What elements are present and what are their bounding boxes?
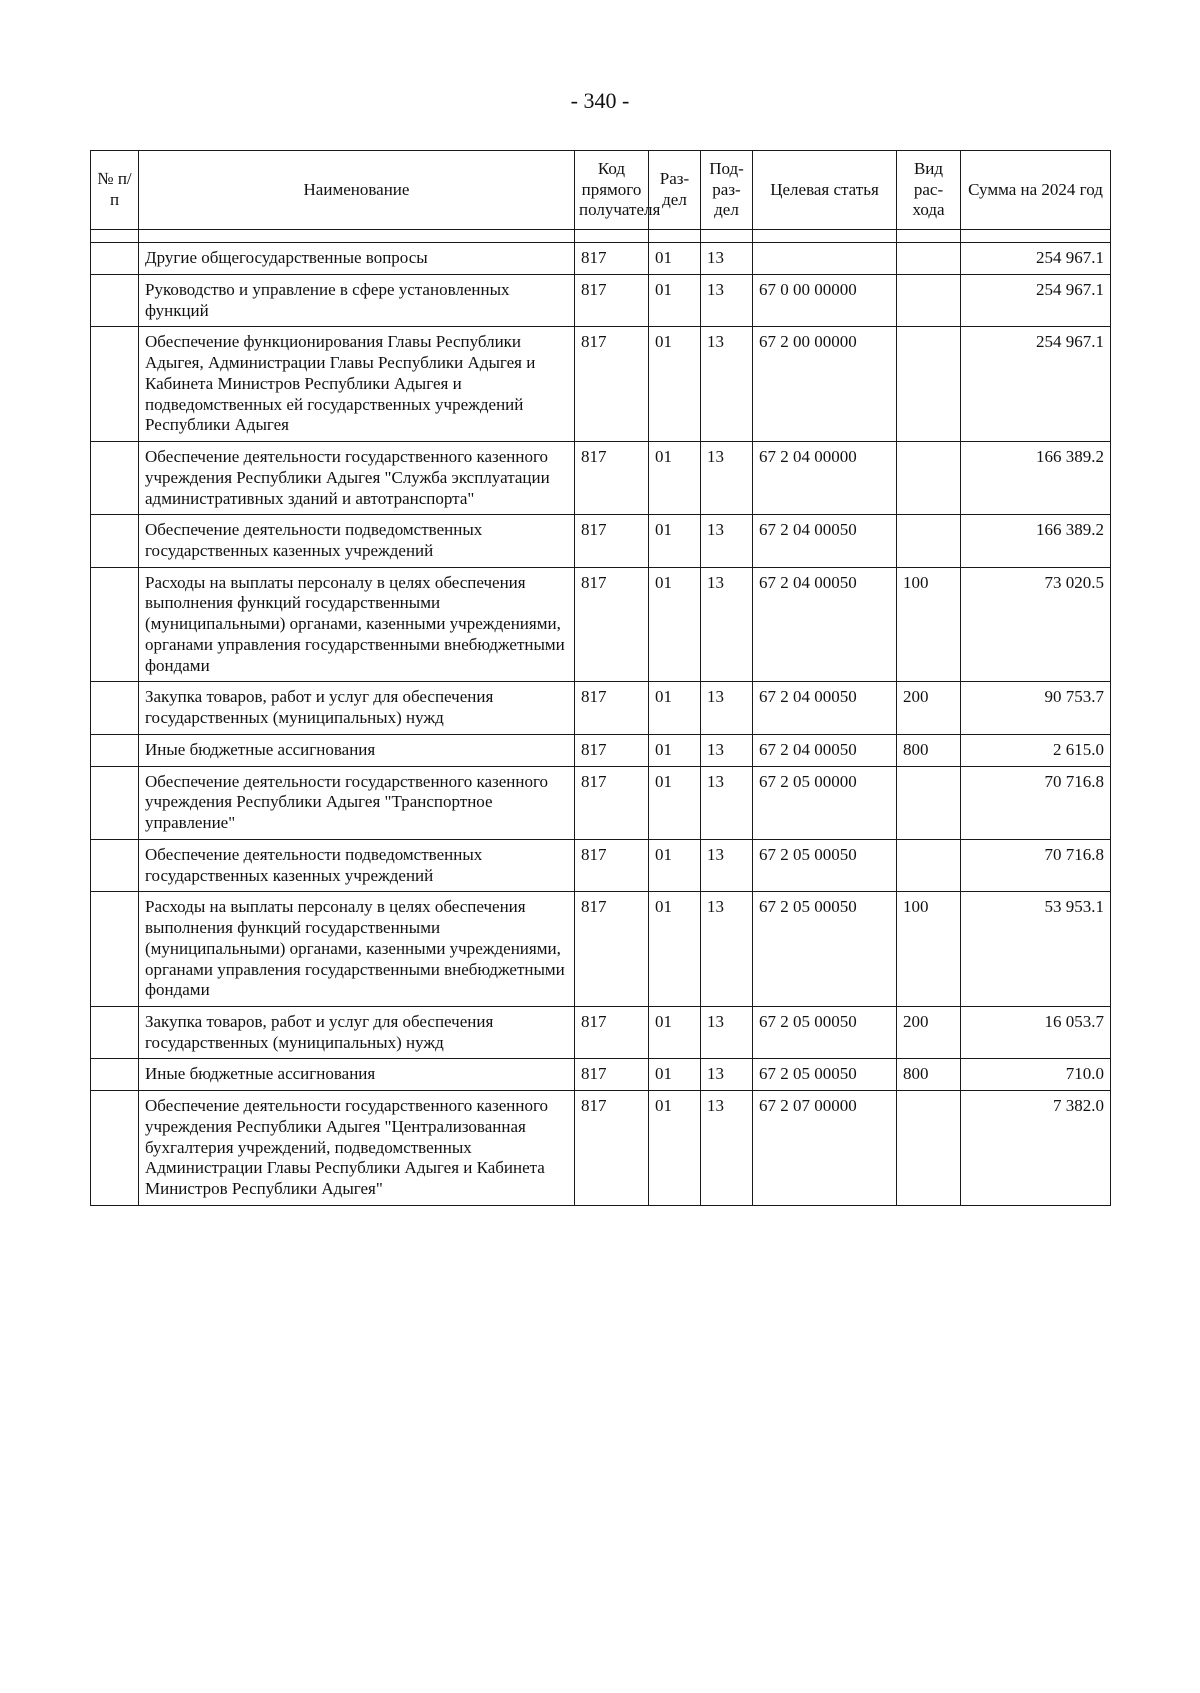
row-name: Обеспечение функционирования Главы Республики Адыгея, Администрации Главы Республики Адыгея и Кабинета Министров Республики Адыгея и подведомственных ей государственных учреждений Республики Адыгея	[139, 327, 575, 442]
row-sum: 7 382.0	[961, 1091, 1111, 1206]
row-section: 01	[649, 327, 701, 442]
row-article: 67 2 05 00050	[753, 1059, 897, 1091]
row-num	[91, 766, 139, 839]
row-section: 01	[649, 1091, 701, 1206]
row-sum: 254 967.1	[961, 243, 1111, 275]
row-recipient-code: 817	[575, 274, 649, 326]
row-article: 67 2 05 00050	[753, 1006, 897, 1058]
header-sum: Сумма на 2024 год	[961, 151, 1111, 230]
row-sum: 16 053.7	[961, 1006, 1111, 1058]
row-expense-kind: 200	[897, 682, 961, 734]
row-subsection: 13	[701, 515, 753, 567]
row-subsection: 13	[701, 567, 753, 682]
row-num	[91, 274, 139, 326]
table-row	[91, 515, 1111, 567]
table-row	[91, 734, 1111, 766]
row-name: Обеспечение деятельности государственного казенного учреждения Республики Адыгея "Централизованная бухгалтерия учреждений, подведомственных Администрации Главы Республики Адыгея и Кабинета Министров Республики Адыгея"	[139, 1091, 575, 1206]
row-sum: 254 967.1	[961, 327, 1111, 442]
budget-table	[90, 150, 1111, 1206]
table-row	[91, 327, 1111, 442]
row-recipient-code: 817	[575, 327, 649, 442]
row-subsection: 13	[701, 734, 753, 766]
row-section: 01	[649, 892, 701, 1007]
row-expense-kind	[897, 274, 961, 326]
table-header-row	[91, 151, 1111, 230]
table-row	[91, 892, 1111, 1007]
row-section: 01	[649, 243, 701, 275]
row-expense-kind	[897, 766, 961, 839]
row-num	[91, 327, 139, 442]
table-row	[91, 766, 1111, 839]
row-article: 67 2 00 00000	[753, 327, 897, 442]
row-name: Обеспечение деятельности подведомственных государственных казенных учреждений	[139, 839, 575, 891]
row-recipient-code: 817	[575, 442, 649, 515]
table-body	[91, 230, 1111, 1206]
table-row	[91, 1006, 1111, 1058]
row-recipient-code: 817	[575, 567, 649, 682]
row-num	[91, 1059, 139, 1091]
row-section: 01	[649, 839, 701, 891]
row-subsection: 13	[701, 682, 753, 734]
table-row	[91, 1091, 1111, 1206]
row-article: 67 2 04 00000	[753, 442, 897, 515]
row-article: 67 2 04 00050	[753, 515, 897, 567]
row-sum: 70 716.8	[961, 766, 1111, 839]
row-article: 67 2 04 00050	[753, 734, 897, 766]
row-recipient-code: 817	[575, 839, 649, 891]
row-num	[91, 567, 139, 682]
row-sum: 166 389.2	[961, 442, 1111, 515]
table-row	[91, 442, 1111, 515]
row-recipient-code: 817	[575, 682, 649, 734]
table-row	[91, 274, 1111, 326]
row-num	[91, 682, 139, 734]
table-row	[91, 682, 1111, 734]
row-subsection: 13	[701, 766, 753, 839]
row-num	[91, 734, 139, 766]
row-subsection: 13	[701, 327, 753, 442]
row-recipient-code: 817	[575, 1059, 649, 1091]
row-recipient-code: 817	[575, 243, 649, 275]
row-name: Обеспечение деятельности государственного казенного учреждения Республики Адыгея "Служба эксплуатации административных зданий и автотранспорта"	[139, 442, 575, 515]
table-row	[91, 839, 1111, 891]
row-name: Закупка товаров, работ и услуг для обеспечения государственных (муниципальных) нужд	[139, 682, 575, 734]
row-expense-kind	[897, 243, 961, 275]
row-num	[91, 839, 139, 891]
header-num: № п/п	[91, 151, 139, 230]
row-name: Обеспечение деятельности государственного казенного учреждения Республики Адыгея "Транспортное управление"	[139, 766, 575, 839]
row-subsection: 13	[701, 1059, 753, 1091]
row-section: 01	[649, 442, 701, 515]
row-recipient-code: 817	[575, 766, 649, 839]
header-section: Раз- дел	[649, 151, 701, 230]
row-name: Обеспечение деятельности подведомственных государственных казенных учреждений	[139, 515, 575, 567]
row-name: Руководство и управление в сфере установленных функций	[139, 274, 575, 326]
row-subsection: 13	[701, 1091, 753, 1206]
row-article: 67 2 05 00050	[753, 839, 897, 891]
row-recipient-code: 817	[575, 734, 649, 766]
row-expense-kind	[897, 442, 961, 515]
row-num	[91, 1006, 139, 1058]
row-section: 01	[649, 567, 701, 682]
row-subsection: 13	[701, 839, 753, 891]
row-section: 01	[649, 515, 701, 567]
row-name: Закупка товаров, работ и услуг для обеспечения государственных (муниципальных) нужд	[139, 1006, 575, 1058]
row-sum: 53 953.1	[961, 892, 1111, 1007]
row-sum: 166 389.2	[961, 515, 1111, 567]
row-expense-kind	[897, 1091, 961, 1206]
row-sum: 73 020.5	[961, 567, 1111, 682]
row-name: Расходы на выплаты персоналу в целях обеспечения выполнения функций государственными (муниципальными) органами, казенными учреждениями, органами управления государственными внебюджетными фондами	[139, 567, 575, 682]
row-expense-kind	[897, 515, 961, 567]
row-subsection: 13	[701, 274, 753, 326]
row-recipient-code: 817	[575, 515, 649, 567]
row-expense-kind: 100	[897, 892, 961, 1007]
row-name: Другие общегосударственные вопросы	[139, 243, 575, 275]
row-section: 01	[649, 1006, 701, 1058]
row-sum: 70 716.8	[961, 839, 1111, 891]
row-expense-kind	[897, 327, 961, 442]
row-name: Расходы на выплаты персоналу в целях обеспечения выполнения функций государственными (муниципальными) органами, казенными учреждениями, органами управления государственными внебюджетными фондами	[139, 892, 575, 1007]
page-number: - 340 -	[570, 88, 630, 113]
row-recipient-code: 817	[575, 1091, 649, 1206]
row-article: 67 0 00 00000	[753, 274, 897, 326]
column-number-row	[91, 230, 1111, 243]
row-name: Иные бюджетные ассигнования	[139, 734, 575, 766]
row-expense-kind: 100	[897, 567, 961, 682]
row-expense-kind: 200	[897, 1006, 961, 1058]
row-section: 01	[649, 766, 701, 839]
row-expense-kind: 800	[897, 734, 961, 766]
row-sum: 90 753.7	[961, 682, 1111, 734]
header-kind: Вид рас- хода	[897, 151, 961, 230]
row-num	[91, 442, 139, 515]
row-num	[91, 892, 139, 1007]
row-num	[91, 515, 139, 567]
row-recipient-code: 817	[575, 1006, 649, 1058]
row-sum: 254 967.1	[961, 274, 1111, 326]
row-name: Иные бюджетные ассигнования	[139, 1059, 575, 1091]
row-article	[753, 243, 897, 275]
row-article: 67 2 05 00050	[753, 892, 897, 1007]
row-section: 01	[649, 682, 701, 734]
row-expense-kind	[897, 839, 961, 891]
table-row	[91, 567, 1111, 682]
header-recipient: Код прямого получателя	[575, 151, 649, 230]
row-sum: 2 615.0	[961, 734, 1111, 766]
row-section: 01	[649, 274, 701, 326]
header-article: Целевая статья	[753, 151, 897, 230]
row-sum: 710.0	[961, 1059, 1111, 1091]
row-subsection: 13	[701, 1006, 753, 1058]
row-subsection: 13	[701, 243, 753, 275]
row-subsection: 13	[701, 442, 753, 515]
row-article: 67 2 04 00050	[753, 682, 897, 734]
header-name: Наименование	[139, 151, 575, 230]
table-row	[91, 1059, 1111, 1091]
row-num	[91, 1091, 139, 1206]
row-expense-kind: 800	[897, 1059, 961, 1091]
row-section: 01	[649, 734, 701, 766]
row-section: 01	[649, 1059, 701, 1091]
row-article: 67 2 05 00000	[753, 766, 897, 839]
row-article: 67 2 07 00000	[753, 1091, 897, 1206]
row-num	[91, 243, 139, 275]
header-subsection: Под- раз- дел	[701, 151, 753, 230]
table-row	[91, 243, 1111, 275]
row-recipient-code: 817	[575, 892, 649, 1007]
row-subsection: 13	[701, 892, 753, 1007]
row-article: 67 2 04 00050	[753, 567, 897, 682]
